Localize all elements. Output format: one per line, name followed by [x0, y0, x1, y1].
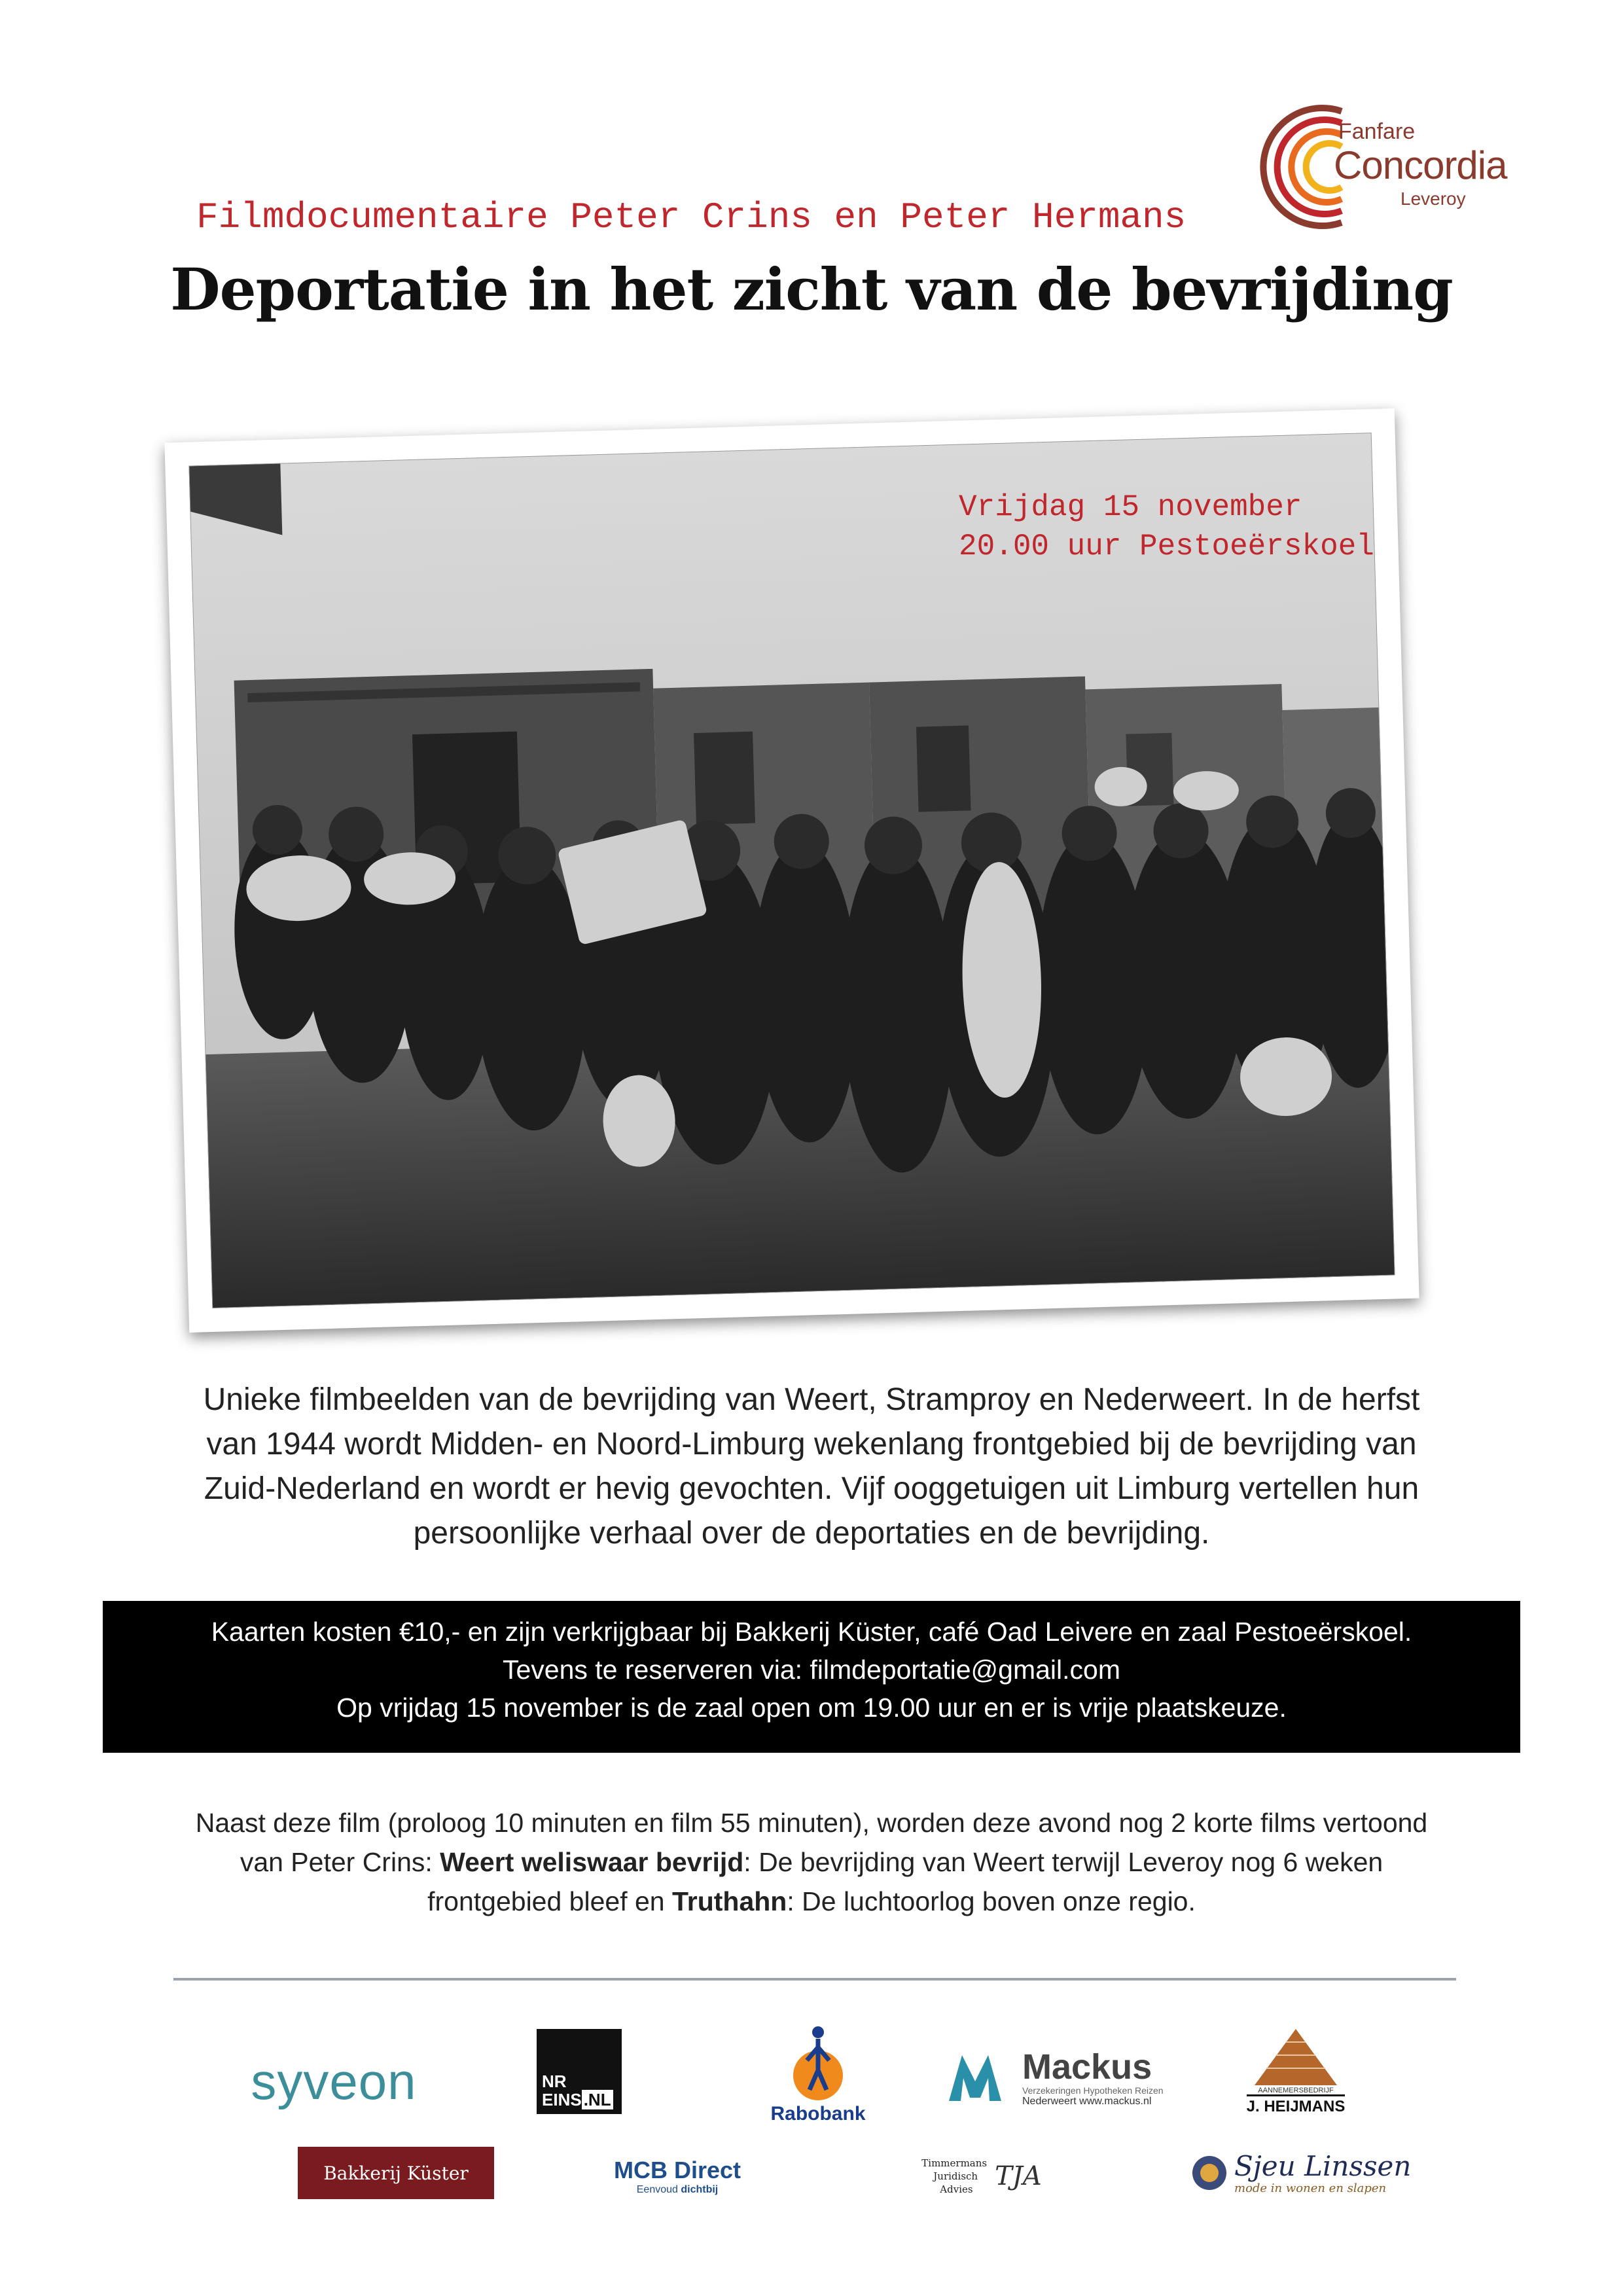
nreins-bottom: EINS	[542, 2090, 582, 2109]
heijmans-text: J. HEIJMANS	[1247, 2094, 1346, 2116]
sponsor-tja	[906, 2144, 1057, 2209]
sponsor-heijmans	[1230, 2022, 1361, 2121]
extra-text: : De bevrijding van Weert terwijl Leveroy nog 6 weken	[743, 1847, 1383, 1877]
extra-line	[92, 1842, 1531, 1882]
film-title-truthahn: Truthahn	[671, 1886, 787, 1916]
mcb-sub-bold: dichtbij	[681, 2184, 719, 2195]
ticket-reserve-line: Tevens te reserveren via: filmdeportatie@gmail.com	[502, 1655, 1120, 1685]
tja-line: Advies	[940, 2183, 973, 2195]
extra-line	[92, 1882, 1531, 1921]
sponsor-syveon	[236, 2049, 432, 2114]
linssen-icon	[1191, 2155, 1228, 2191]
syveon-logo-text: syveon	[251, 2052, 417, 2110]
ticket-price-line: Kaarten kosten €10,- en zijn verkrijgbaar bij Bakkerij Küster, café Oad Leivere en zaal Pestoeërskoel.	[211, 1617, 1412, 1647]
heijmans-house-icon	[1253, 2028, 1338, 2087]
nreins-bottom-row	[542, 2090, 613, 2109]
logo-line3: Leveroy	[1400, 188, 1466, 209]
sponsor-mcb-direct	[602, 2150, 753, 2202]
mackus-icon	[949, 2052, 1014, 2104]
event-time-place: 20.00 uur Pestoeërskoel	[959, 529, 1374, 564]
concordia-logo	[1250, 92, 1507, 242]
linssen-sub: mode in wonen en slapen	[1234, 2181, 1387, 2195]
linssen-text: Sjeu Linssen	[1234, 2149, 1412, 2182]
intro-line: persoonlijke verhaal over de deportaties en de bevrijding.	[413, 1516, 1210, 1551]
extra-line: Naast deze film (proloog 10 minuten en film 55 minuten), worden deze avond nog 2 korte films vertoond	[195, 1808, 1428, 1838]
extra-paragraph	[92, 1803, 1531, 1921]
sponsor-bakkerij-kuster	[298, 2147, 494, 2199]
extra-text: van Peter Crins:	[240, 1847, 440, 1877]
kuster-text: Bakkerij Küster	[323, 2162, 469, 2184]
nreins-top: NR	[542, 2072, 567, 2091]
linssen-text-block	[1234, 2151, 1411, 2195]
intro-line: Unieke filmbeelden van de bevrijding van Weert, Stramproy en Nederweert. In de herfst	[203, 1382, 1420, 1417]
logo-line2: Concordia	[1334, 143, 1507, 187]
rabobank-icon	[789, 2024, 847, 2103]
nreins-suffix: .NL	[582, 2090, 613, 2109]
logo-line1: Fanfare	[1338, 119, 1416, 144]
ticket-doors-line: Op vrijdag 15 november is de zaal open om 19.00 uur en er is vrije plaatskeuze.	[336, 1693, 1287, 1723]
tja-line: Timmermans	[921, 2157, 988, 2169]
rabobank-text: Rabobank	[770, 2103, 866, 2125]
sponsor-nreins	[537, 2029, 622, 2114]
tja-text-block	[921, 2157, 987, 2196]
sponsor-linssen	[1191, 2140, 1414, 2206]
page-title: Deportatie in het zicht van de bevrijding	[170, 255, 1453, 323]
extra-text: frontgebied bleef en	[427, 1886, 672, 1916]
intro-line: van 1944 wordt Midden- en Noord-Limburg wekenlang frontgebied bij de bevrijding van	[206, 1427, 1417, 1462]
film-title-weert: Weert weliswaar bevrijd	[440, 1847, 744, 1877]
mackus-loc: Nederweert www.mackus.nl	[1022, 2096, 1152, 2107]
sponsor-mackus	[949, 2039, 1224, 2117]
mcb-text: MCB Direct	[613, 2157, 741, 2183]
extra-text: : De luchtoorlog boven onze regio.	[787, 1886, 1196, 1916]
divider	[173, 1978, 1456, 1981]
mackus-text: Mackus	[1022, 2047, 1152, 2087]
sponsor-rabobank	[766, 2009, 870, 2140]
mackus-sub: Verzekeringen Hypotheken Reizen	[1022, 2085, 1164, 2096]
tja-text: TJA	[995, 2161, 1042, 2191]
mackus-text-block	[1022, 2049, 1164, 2108]
intro-line: Zuid-Nederland en wordt er hevig gevochten. Vijf ooggetuigen uit Limburg vertellen hun	[204, 1471, 1419, 1506]
intro-paragraph	[92, 1378, 1531, 1556]
mcb-sub-pre: Eenvoud	[636, 2184, 681, 2195]
heijmans-top: AANNEMERSBEDRIJF	[1258, 2086, 1334, 2094]
event-date	[959, 488, 1374, 566]
mcb-sub	[637, 2184, 719, 2196]
ticket-info-box	[103, 1601, 1520, 1753]
subtitle: Filmdocumentaire Peter Crins en Peter Hermans	[196, 196, 1186, 238]
event-date-line: Vrijdag 15 november	[959, 490, 1302, 524]
tja-line: Juridisch	[933, 2170, 978, 2182]
